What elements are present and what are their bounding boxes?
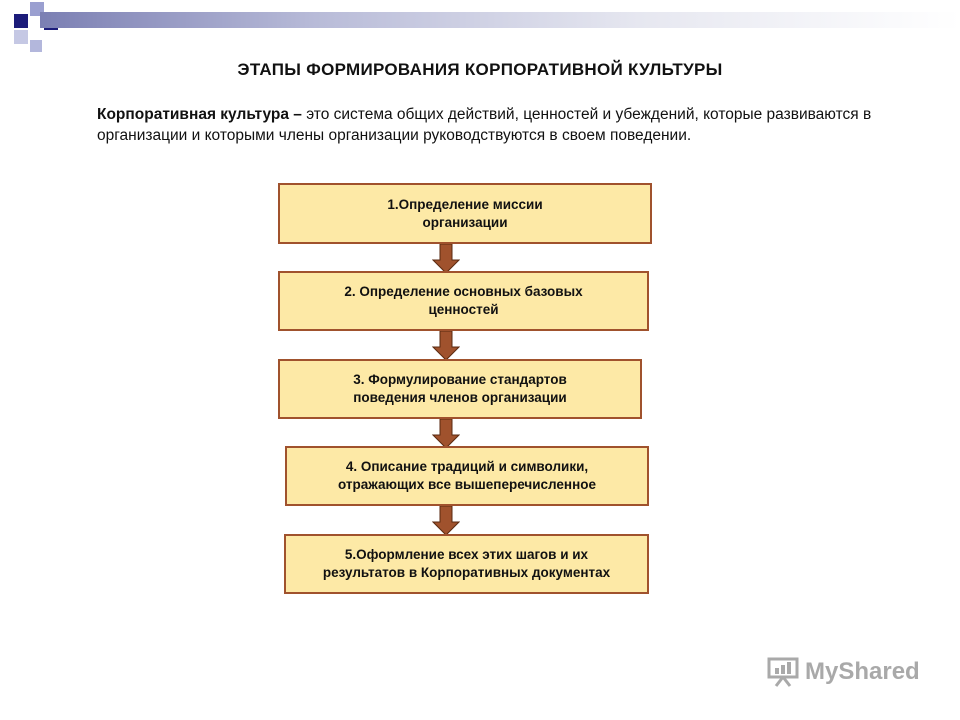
intro-definition: это система общих действий, ценностей и убеждений, которые развиваются в организации и которыми члены организации руководствуются в своем поведении. xyxy=(97,106,872,144)
step-box-5 xyxy=(284,534,649,594)
page-title: ЭТАПЫ ФОРМИРОВАНИЯ КОРПОРАТИВНОЙ КУЛЬТУРЫ xyxy=(237,60,723,79)
watermark-text: MyShared xyxy=(805,658,920,685)
step-text-line: ценностей xyxy=(428,302,499,317)
step-box-2 xyxy=(278,271,649,331)
down-arrow-icon xyxy=(432,506,460,536)
intro-term: Корпоративная культура – xyxy=(97,106,302,123)
decor-square-light xyxy=(14,30,28,44)
step-text-line: 3. Формулирование стандартов xyxy=(353,372,567,387)
step-text-line: отражающих все вышеперечисленное xyxy=(337,477,596,492)
intro-paragraph xyxy=(97,104,887,146)
step-text-line: 4. Описание традиций и символики, xyxy=(345,459,589,474)
step-text-line: 5.Оформление всех этих шагов и их xyxy=(344,547,589,562)
presentation-board-icon xyxy=(766,656,800,688)
step-text-line: организации xyxy=(422,214,508,230)
step-text-line: результатов в Корпоративных документах xyxy=(322,565,611,580)
down-arrow-icon xyxy=(432,331,460,361)
watermark-logo xyxy=(766,656,920,688)
step-box-3 xyxy=(278,359,642,419)
decor-square-dark xyxy=(14,14,28,28)
step-text-line: 2. Определение основных базовых xyxy=(344,284,583,299)
step-box-4 xyxy=(285,446,649,506)
decor-square-light xyxy=(30,40,42,52)
down-arrow-icon xyxy=(432,419,460,449)
down-arrow-icon xyxy=(432,244,460,274)
step-text-line: 1.Определение миссии xyxy=(387,196,543,212)
decor-header-bar xyxy=(40,12,960,28)
step-text-line: поведения членов организации xyxy=(353,390,567,405)
step-box-1 xyxy=(278,183,652,244)
